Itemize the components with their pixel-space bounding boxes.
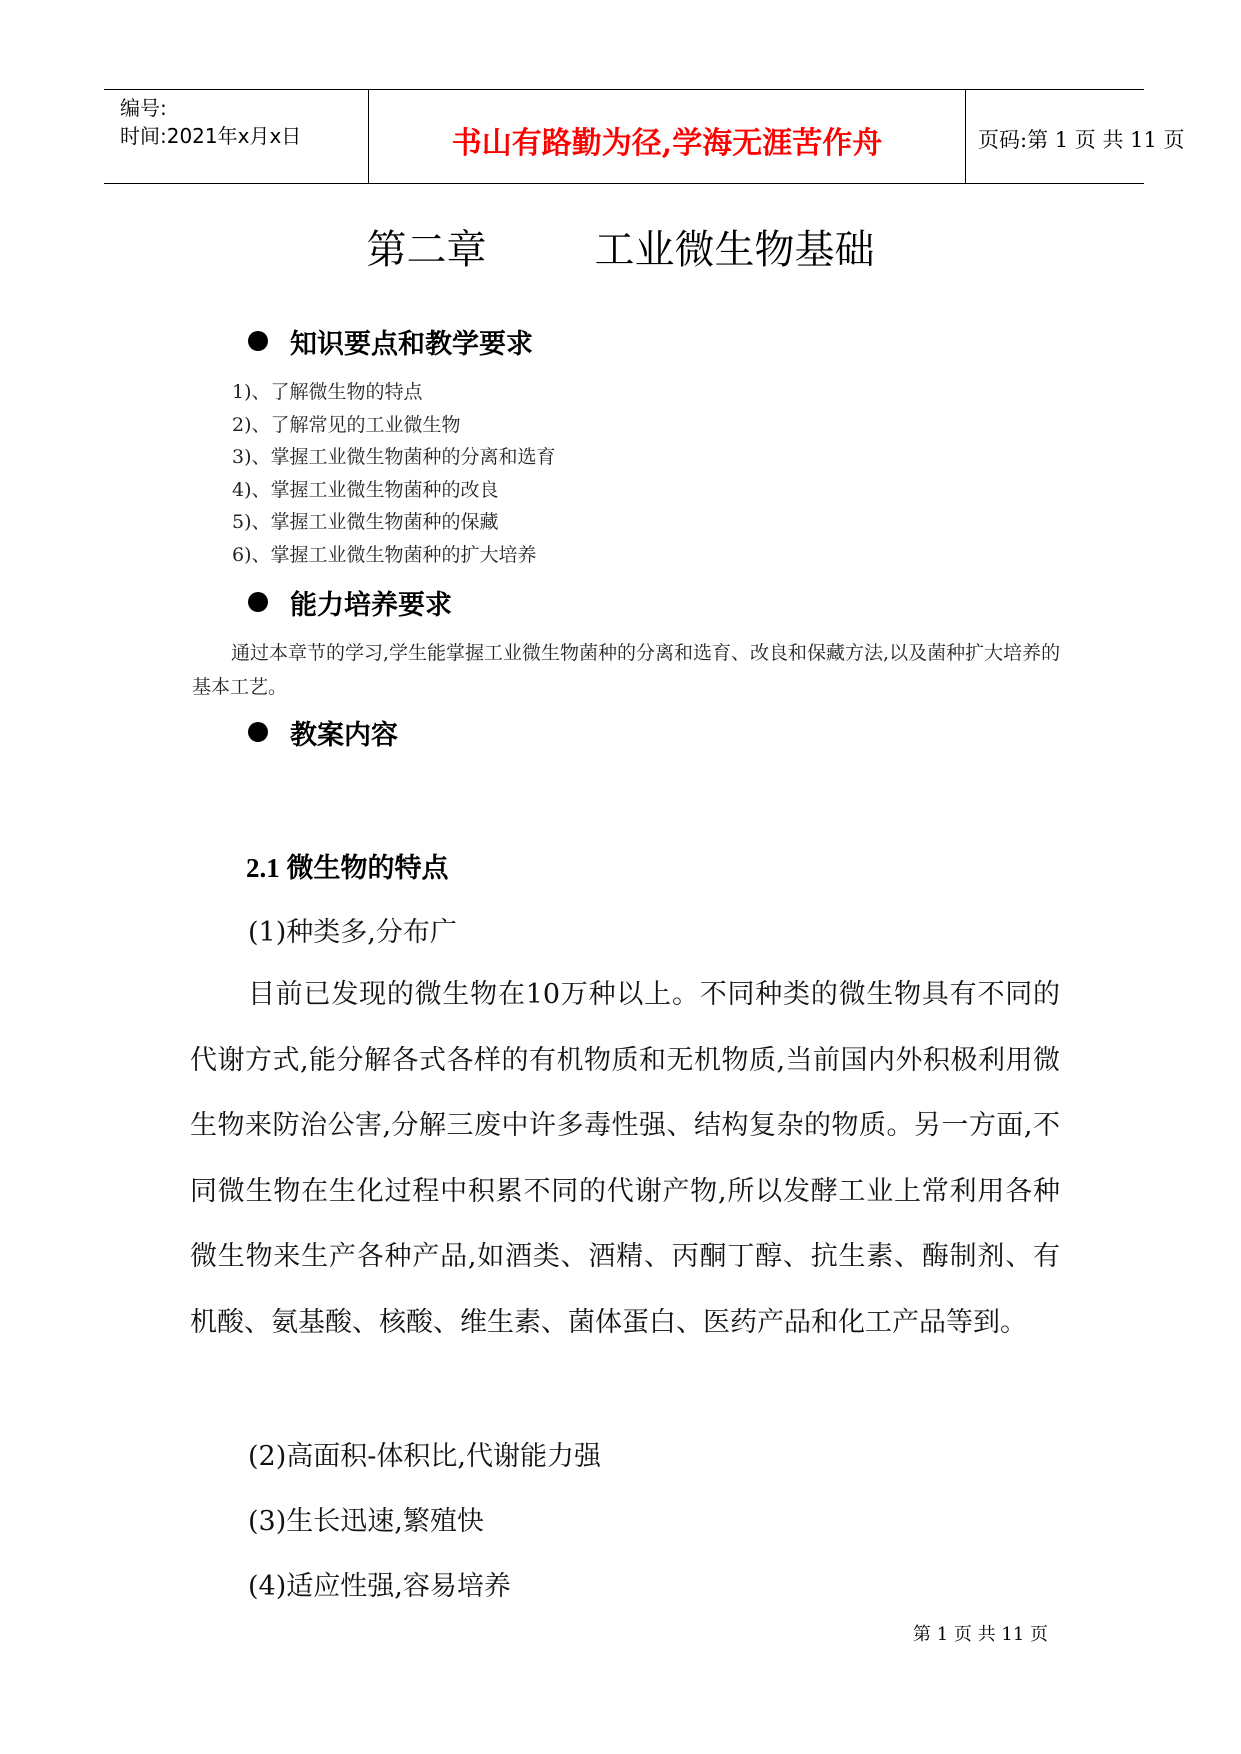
chapter-number: 第二章 — [366, 227, 487, 273]
lesson-heading-text: 教案内容 — [290, 720, 398, 751]
document-time-label: 时间:2021年x月x日 — [120, 124, 302, 148]
list-item: 4)、掌握工业微生物菌种的改良 — [232, 478, 499, 501]
chapter-name: 工业微生物基础 — [594, 227, 875, 273]
bullet-icon — [248, 722, 268, 742]
point-1: (1)种类多,分布广 — [248, 917, 457, 948]
footer-page-info: 第 1 页 共 11 页 — [913, 1624, 1048, 1645]
ability-paragraph: 通过本章节的学习,学生能掌握工业微生物菌种的分离和选育、改良和保藏方法,以及菌种扩大培养的基本工艺。 — [192, 642, 1061, 698]
point-4: (4)适应性强,容易培养 — [248, 1571, 511, 1602]
section-title: 2.1 微生物的特点 — [246, 853, 449, 883]
body-paragraph: 目前已发现的微生物在10万种以上。不同种类的微生物具有不同的代谢方式,能分解各式各样的有机物质和无机物质,当前国内外积极利用微生物来防治公害,分解三废中许多毒性强、结构复杂的物质。另一方面,不同微生物在生化过程中积累不同的代谢产物,所以发酵工业上常利用各种微生物来生产各种产品,如酒类、酒精、丙酮丁醇、抗生素、酶制剂、有机酸、氨基酸、核酸、维生素、菌体蛋白、医药产品和化工产品等到。 — [190, 979, 1060, 1338]
requirements-list — [232, 376, 556, 571]
header-right-cell — [966, 90, 1185, 183]
document-number-label: 编号: — [120, 96, 167, 120]
chapter-title — [0, 218, 1241, 275]
header-middle-cell — [369, 90, 965, 183]
point-2: (2)高面积-体积比,代谢能力强 — [248, 1441, 601, 1472]
list-item: 3)、掌握工业微生物菌种的分离和选育 — [232, 446, 556, 468]
bullet-icon — [248, 331, 268, 351]
knowledge-heading — [248, 322, 533, 361]
list-item: 2)、了解常见的工业微生物 — [232, 413, 461, 436]
list-item: 5)、掌握工业微生物菌种的保藏 — [232, 511, 499, 533]
ability-heading — [248, 583, 452, 622]
header-table — [104, 89, 1185, 184]
lesson-heading — [248, 713, 398, 752]
header-page-info: 页码:第 1 页 共 11 页 — [978, 128, 1185, 152]
ability-heading-text: 能力培养要求 — [290, 590, 452, 621]
header-left-cell — [104, 90, 368, 183]
list-item: 6)、掌握工业微生物菌种的扩大培养 — [232, 543, 537, 566]
knowledge-heading-text: 知识要点和教学要求 — [290, 329, 533, 360]
list-item: 1)、了解微生物的特点 — [232, 381, 423, 403]
header-motto: 书山有路勤为径,学海无涯苦作舟 — [451, 126, 883, 161]
point-3: (3)生长迅速,繁殖快 — [248, 1506, 484, 1537]
bullet-icon — [248, 592, 268, 612]
